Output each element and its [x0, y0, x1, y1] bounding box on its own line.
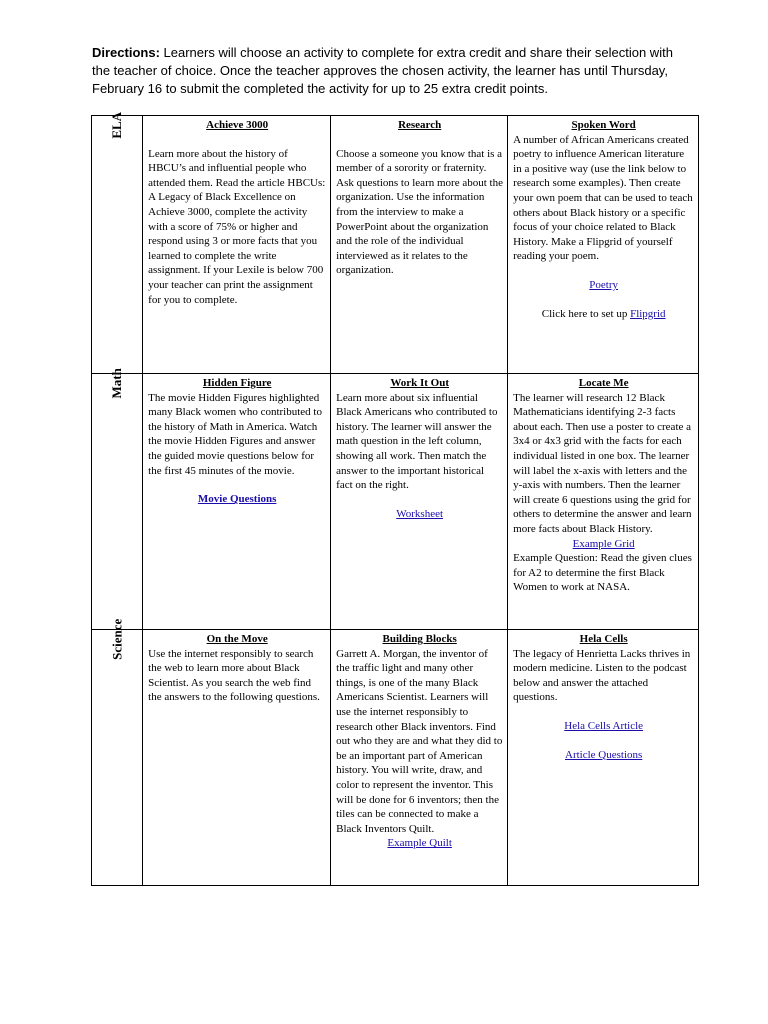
- ela-subject-cell: [92, 111, 143, 374]
- hela-cells-title: Hela Cells: [579, 633, 628, 645]
- math-subject-cell: [92, 368, 143, 630]
- directions-paragraph: [92, 44, 692, 98]
- science-row: [92, 630, 699, 886]
- locate-me-example-question: Example Question: Read the given clues for A2 to determine the first Black Women to work at NASA.: [513, 552, 692, 594]
- achieve-3000-cell: [143, 116, 331, 374]
- worksheet-link[interactable]: Worksheet: [396, 507, 444, 520]
- building-blocks-cell: [331, 630, 508, 886]
- hela-cells-article-link[interactable]: Hela Cells Article: [564, 719, 644, 732]
- spoken-word-body: A number of African Americans created poetry to influence American literature in a positive way (use the link below to research some examples). Then create your own poem that can be used to teach others about Black history or a specific focus of your choice related to Black History. Make a Flipgrid of yourself reading your poem.: [513, 133, 693, 263]
- spoken-word-title: Spoken Word: [571, 119, 636, 131]
- article-questions-link[interactable]: Article Questions: [565, 748, 643, 761]
- ela-row: [92, 116, 699, 374]
- work-it-out-title: Work It Out: [390, 377, 449, 389]
- activity-choice-board: [91, 111, 699, 886]
- example-quilt-link[interactable]: Example Quilt: [387, 837, 452, 850]
- on-the-move-title: On the Move: [206, 633, 268, 645]
- example-grid-link[interactable]: Example Grid: [572, 537, 635, 550]
- achieve-3000-body: Learn more about the history of HBCU’s and influential people who attended them. Read the article HBCUs: A Legacy of Black Excellence on Achieve 3000, complete the activity with a score of 75% or higher and respond using 3 or more facts that you learned to complete the write assignment. If your Lexile is below 700 your teacher can print the assignment for you to complete.: [148, 147, 326, 306]
- achieve-3000-title: Achieve 3000: [206, 119, 269, 131]
- science-subject-label: Science: [109, 618, 125, 660]
- locate-me-cell: [508, 374, 699, 630]
- hidden-figure-title: Hidden Figure: [202, 377, 272, 389]
- science-subject-cell: [92, 618, 143, 886]
- building-blocks-body: Garrett A. Morgan, the inventor of the traffic light and many other things, is one of the many Black Americans Scientist. Learners will use the internet responsibly to research other Black inventors. Find out who they are and what they did to be an important part of American history. You will write, draw, and color to represent the inventor. This will be done for 6 inventors; then the tiles can be connected to make a Black Inventors Quilt.: [336, 647, 503, 835]
- locate-me-title: Locate Me: [578, 377, 629, 389]
- directions-text: Learners will choose an activity to complete for extra credit and share their selection with the teacher of choice. Once the teacher approves the chosen activity, the learner has until Thursday, February 16 to submit the completed the activity for up to 25 extra credit points.: [92, 45, 673, 96]
- spoken-word-cell: [508, 116, 699, 374]
- research-title: Research: [398, 119, 442, 131]
- flipgrid-prefix: Click here to set up: [541, 307, 631, 320]
- math-subject-label: Math: [109, 368, 125, 399]
- hela-cells-cell: [508, 630, 699, 886]
- hidden-figure-cell: [143, 374, 331, 630]
- research-body: Choose a someone you know that is a member of a sorority or fraternity. Ask questions to learn more about the organization. Use the information from the interview to make a PowerPoint about the organization and the role of the individual interviewed as it relates to the organization.: [336, 147, 503, 277]
- on-the-move-cell: [143, 630, 331, 886]
- building-blocks-title: Building Blocks: [382, 633, 457, 645]
- on-the-move-body: Use the internet responsibly to search the web to learn more about Black Scientist. As you search the web find the answers to the following questions.: [148, 647, 320, 704]
- hela-cells-body: The legacy of Henrietta Lacks thrives in modern medicine. Listen to the podcast below and answer the attached questions.: [513, 647, 691, 704]
- math-row: [92, 374, 699, 630]
- flipgrid-link[interactable]: Flipgrid: [630, 307, 666, 320]
- work-it-out-body: Learn more about six influential Black Americans who contributed to history. The learner will answer the math question in the left column, showing all work. Then match the answer to the important historical fact on the right.: [336, 391, 498, 492]
- movie-questions-link[interactable]: Movie Questions: [197, 493, 277, 506]
- work-it-out-cell: [331, 374, 508, 630]
- ela-subject-label: ELA: [109, 111, 125, 139]
- directions-label: Directions:: [92, 45, 160, 60]
- poetry-link[interactable]: Poetry: [589, 278, 619, 291]
- hidden-figure-body: The movie Hidden Figures highlighted many Black women who contributed to the history of Math in America. Watch the movie Hidden Figures and answer the guided movie questions below for the first 45 minutes of the movie.: [148, 391, 322, 477]
- locate-me-body: The learner will research 12 Black Mathematicians identifying 2-3 facts about each. Then use a poster to create a 3x4 or 4x3 grid with the facts for each individual listed in one box. The learner will label the x-axis with letters and the y-axis with numbers. Then the learner will create 6 questions using the grid for others to determine the answer and learn more facts about Black History.: [513, 391, 692, 535]
- research-cell: [331, 116, 508, 374]
